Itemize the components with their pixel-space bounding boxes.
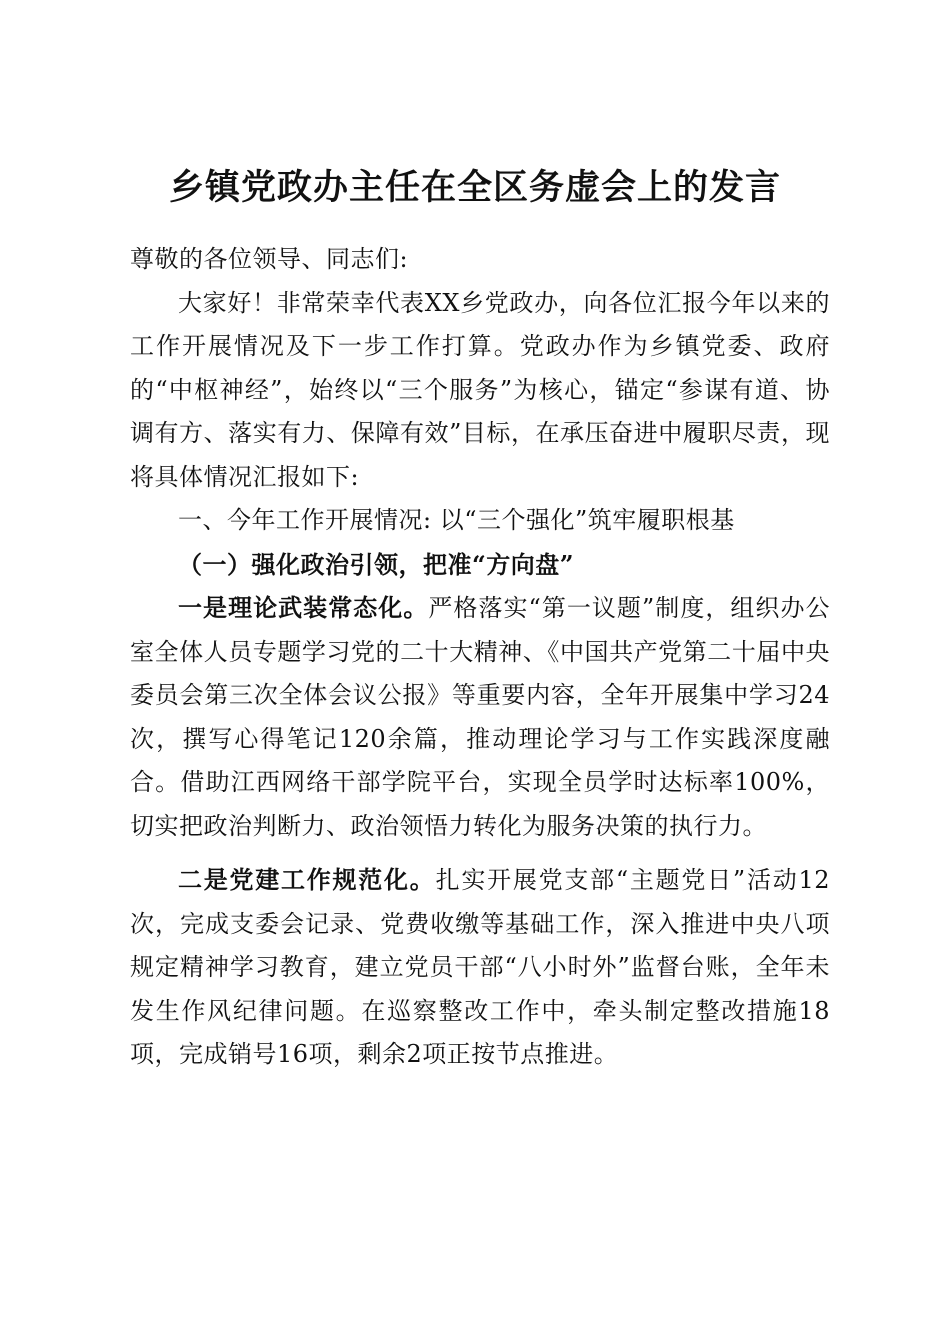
paragraph-text-1: 严格落实“第一议题”制度，组织办公室全体人员专题学习党的二十大精神、《中国共产党第二十届中央委员会第三次全体会议公报》等重要内容，全年开展集中学习24次，撰写心得笔记120余篇，推动理论学习与工作实践深度融合。借助江西网络干部学院平台，实现全员学时达标率100%，切实把政治判断力、政治领悟力转化为服务决策的执行力。 (130, 594, 830, 840)
paragraph-lead-1: 一是理论武装常态化。 (178, 593, 429, 622)
document-title: 乡镇党政办主任在全区务虚会上的发言 (168, 167, 781, 208)
paragraph-lead-2: 二是党建工作规范化。 (178, 865, 436, 894)
body-paragraph-1 (130, 586, 830, 848)
body-paragraph-2 (130, 858, 830, 1077)
intro-paragraph: 大家好！非常荣幸代表XX乡党政办，向各位汇报今年以来的工作开展情况及下一步工作打算。党政办作为乡镇党委、政府的“中枢神经”，始终以“三个服务”为核心，锚定“参谋有道、协调有方、落实有力、保障有效”目标，在承压奋进中履职尽责，现将具体情况汇报如下: (130, 288, 830, 491)
paragraph-text-2: 扎实开展党支部“主题党日”活动12次，完成支委会记录、党费收缴等基础工作，深入推进中央八项规定精神学习教育，建立党员干部“八小时外”监督台账，全年未发生作风纪律问题。在巡察整改工作中，牵头制定整改措施18项，完成销号16项，剩余2项正按节点推进。 (130, 866, 831, 1068)
document-body (130, 238, 830, 1077)
salutation: 尊敬的各位领导、同志们: (130, 245, 409, 273)
subsection-heading: （一）强化政治引领，把准“方向盘” (178, 549, 575, 579)
section-heading: 一、今年工作开展情况: 以“三个强化”筑牢履职根基 (178, 506, 735, 534)
